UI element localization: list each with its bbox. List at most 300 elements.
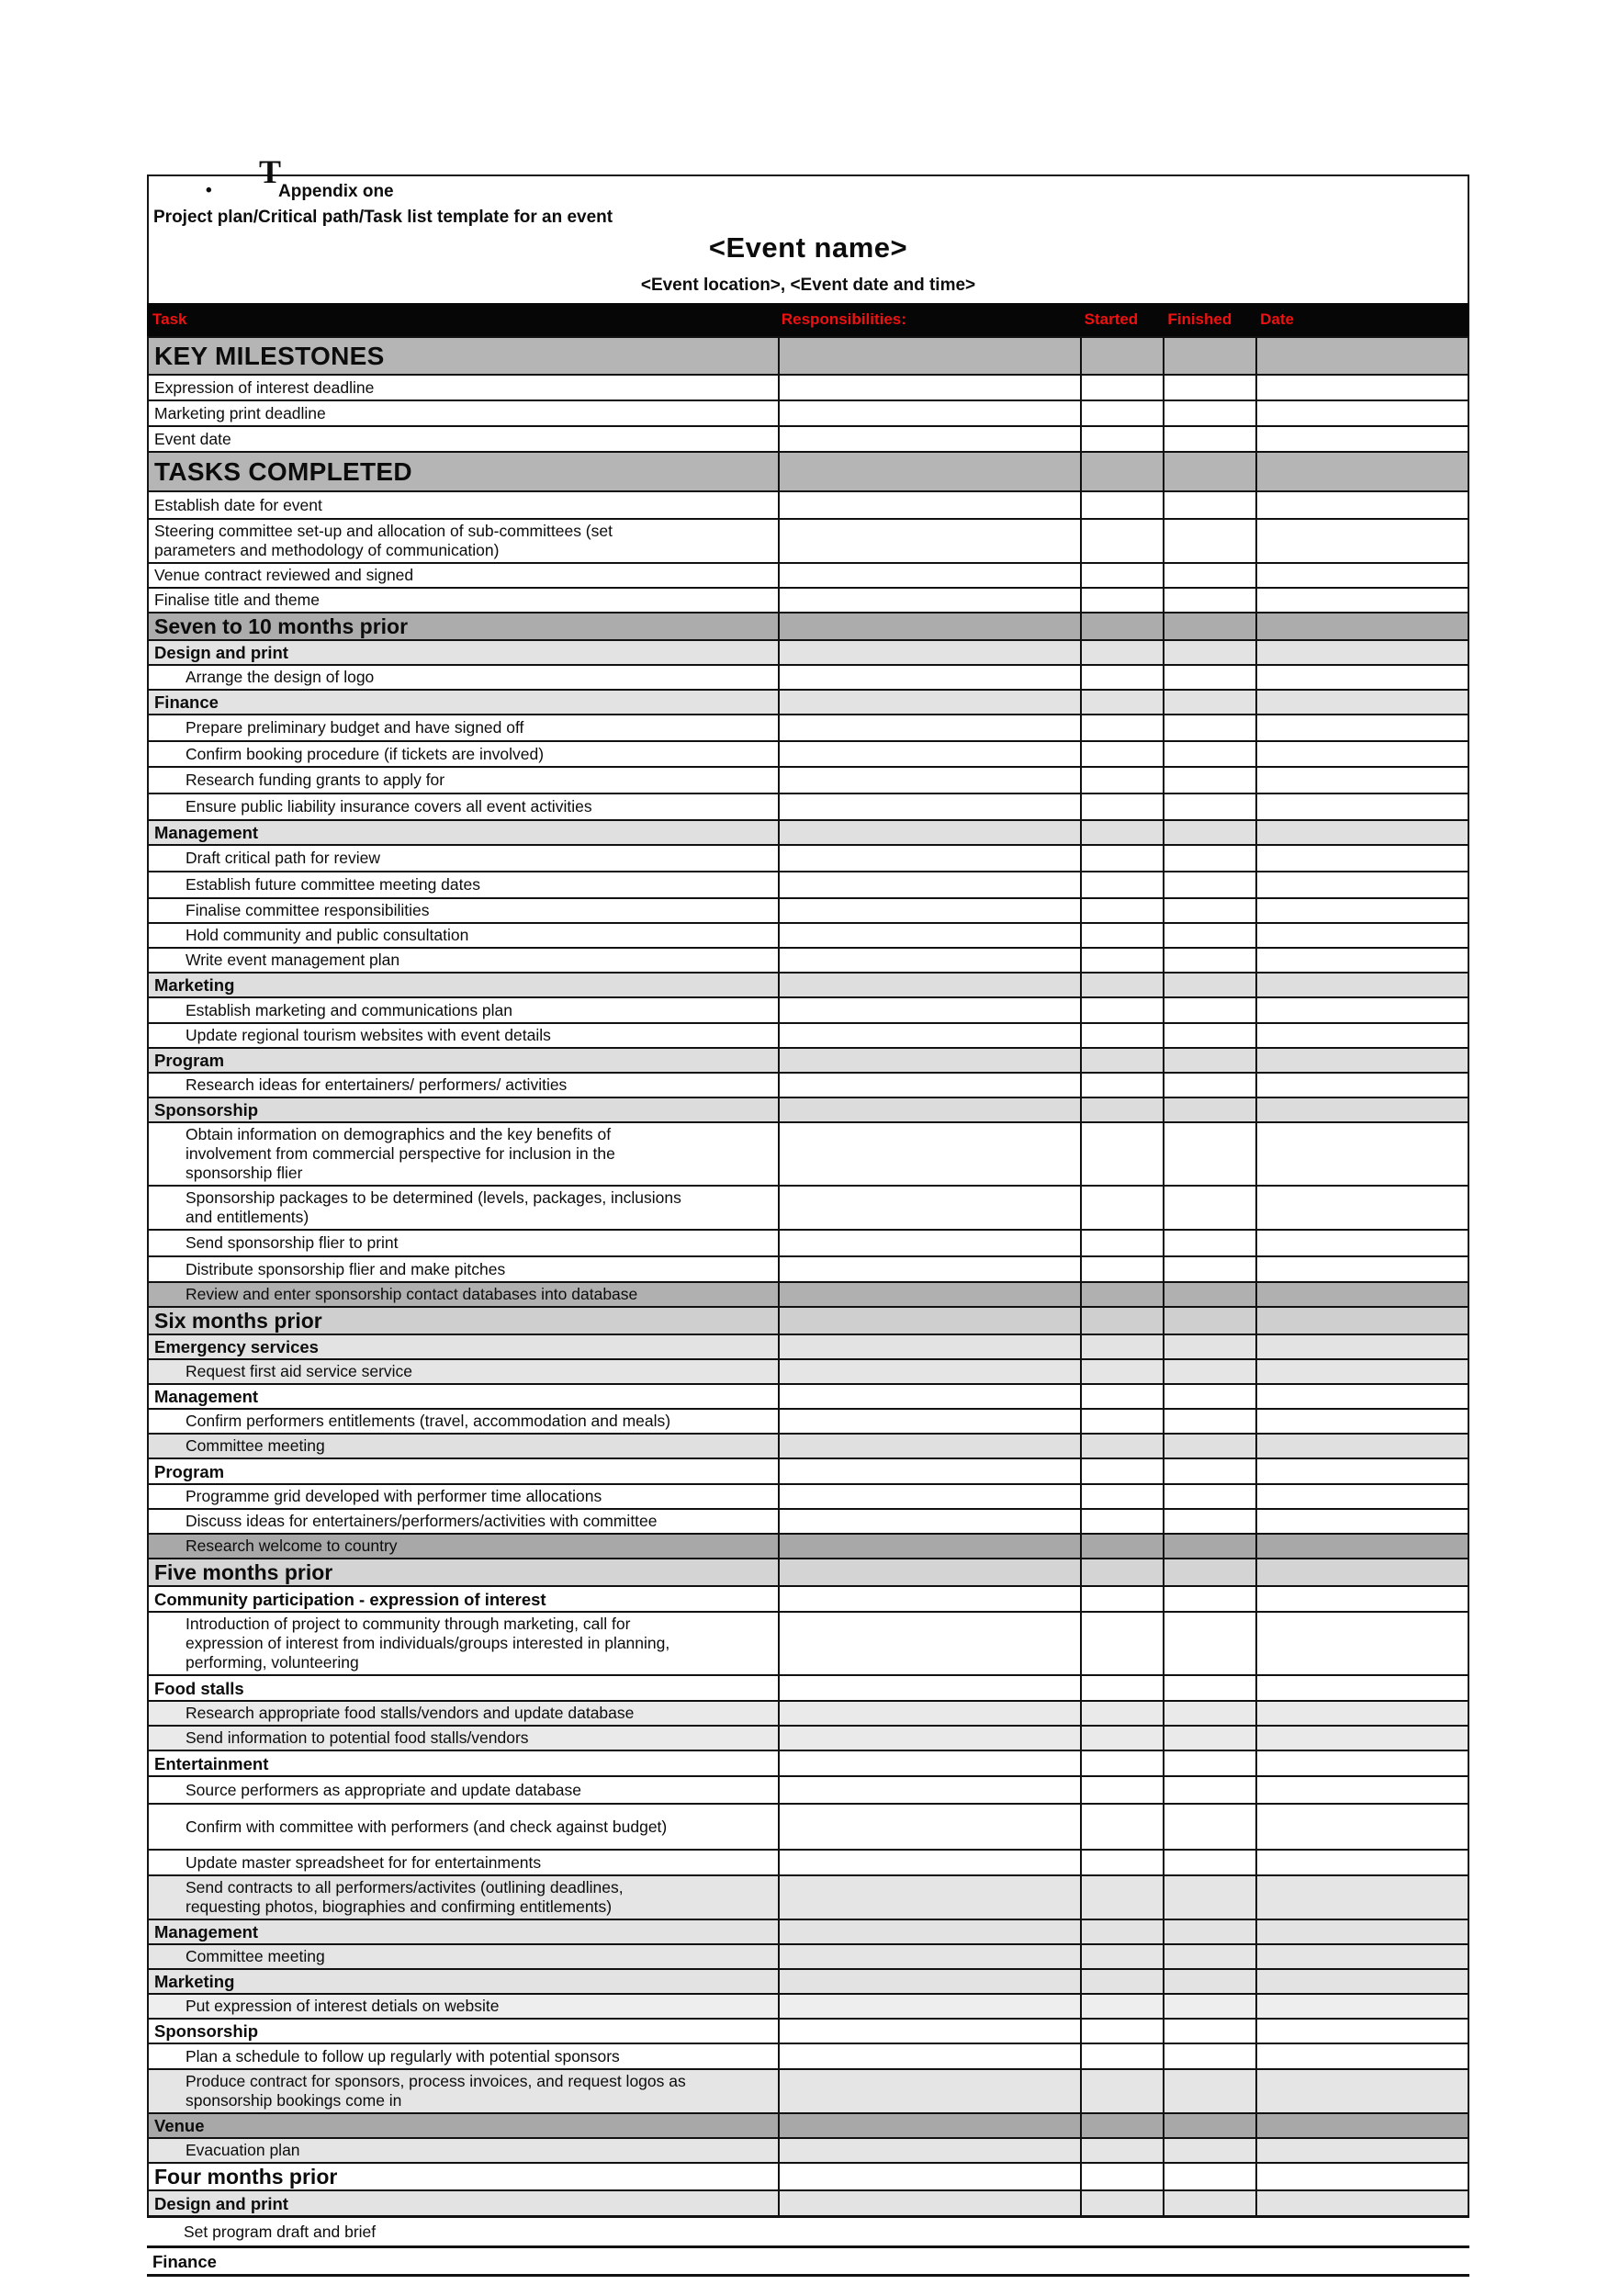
task-cell: Expression of interest deadline xyxy=(154,377,375,397)
started-cell xyxy=(1080,1485,1163,1508)
task-row xyxy=(149,490,1468,518)
footer-row xyxy=(147,2248,1469,2277)
responsibilities-cell xyxy=(778,2044,1080,2068)
finished-cell xyxy=(1163,949,1255,972)
date-cell xyxy=(1255,899,1468,922)
task-cell: Write event management plan xyxy=(186,951,400,969)
started-cell xyxy=(1080,613,1163,639)
subheader-row xyxy=(149,819,1468,844)
document-title: Project plan/Critical path/Task list template for an event xyxy=(153,208,613,227)
finished-cell xyxy=(1163,2191,1255,2215)
date-cell xyxy=(1255,1385,1468,1408)
task-cell: Confirm performers entitlements (travel, accommodation and meals) xyxy=(186,1412,671,1430)
started-cell xyxy=(1080,1702,1163,1725)
responsibilities-cell xyxy=(778,1187,1080,1229)
started-cell xyxy=(1080,1970,1163,1993)
date-cell xyxy=(1255,821,1468,844)
finished-cell xyxy=(1163,1727,1255,1750)
section-row xyxy=(149,451,1468,490)
task-cell: Draft critical path for review xyxy=(186,849,381,867)
responsibilities-cell xyxy=(778,520,1080,562)
date-cell xyxy=(1255,1510,1468,1533)
started-cell xyxy=(1080,1459,1163,1483)
task-row xyxy=(149,1803,1468,1849)
started-cell xyxy=(1080,1535,1163,1558)
task-cell: Steering committee set-up and allocation of sub-committees (set parameters and methodology of communication) xyxy=(154,522,613,559)
task-cell: Venue xyxy=(154,2116,205,2135)
finished-cell xyxy=(1163,1308,1255,1334)
column-header-responsibilities: Responsibilities: xyxy=(781,310,906,328)
task-cell: Plan a schedule to follow up regularly with potential sponsors xyxy=(186,2046,620,2065)
task-row xyxy=(149,1022,1468,1047)
responsibilities-cell xyxy=(778,1335,1080,1358)
started-cell xyxy=(1080,1751,1163,1775)
task-row xyxy=(149,1874,1468,1919)
task-row xyxy=(149,1358,1468,1383)
date-cell xyxy=(1255,520,1468,562)
task-cell: Prepare preliminary budget and have signed off xyxy=(186,718,524,737)
started-cell xyxy=(1080,1098,1163,1121)
task-row xyxy=(149,1611,1468,1674)
task-row xyxy=(149,1508,1468,1533)
started-cell xyxy=(1080,821,1163,844)
started-cell xyxy=(1080,924,1163,947)
finished-cell xyxy=(1163,1510,1255,1533)
task-cell: Review and enter sponsorship contact databases into database xyxy=(186,1285,638,1303)
finished-cell xyxy=(1163,1098,1255,1121)
date-cell xyxy=(1255,1410,1468,1433)
task-row xyxy=(149,1533,1468,1558)
task-row xyxy=(149,1281,1468,1306)
date-cell xyxy=(1255,401,1468,425)
finished-cell xyxy=(1163,1385,1255,1408)
task-cell: Send sponsorship flier to print xyxy=(186,1233,399,1252)
task-cell: Set program draft and brief xyxy=(184,2222,377,2241)
responsibilities-cell xyxy=(778,401,1080,425)
date-cell xyxy=(1255,1945,1468,1968)
finished-cell xyxy=(1163,1485,1255,1508)
task-cell: Sponsorship packages to be determined (levels, packages, inclusions and entitlements) xyxy=(186,1188,681,1226)
date-cell xyxy=(1255,492,1468,518)
date-cell xyxy=(1255,2020,1468,2043)
date-cell xyxy=(1255,1049,1468,1072)
responsibilities-cell xyxy=(778,2114,1080,2137)
started-cell xyxy=(1080,2191,1163,2215)
task-cell: Request first aid service service xyxy=(186,1362,413,1380)
task-cell: Distribute sponsorship flier and make pitches xyxy=(186,1259,506,1278)
responsibilities-cell xyxy=(778,1702,1080,1725)
started-cell xyxy=(1080,1805,1163,1849)
started-cell xyxy=(1080,1257,1163,1281)
finished-cell xyxy=(1163,1410,1255,1433)
finished-cell xyxy=(1163,1945,1255,1968)
finished-cell xyxy=(1163,1876,1255,1919)
task-row xyxy=(149,1229,1468,1255)
date-cell xyxy=(1255,1535,1468,1558)
task-cell: Sponsorship xyxy=(154,1100,259,1120)
task-cell: Evacuation plan xyxy=(186,2141,300,2159)
task-row xyxy=(149,425,1468,451)
task-row xyxy=(149,766,1468,793)
task-cell: Management xyxy=(154,1922,259,1941)
finished-cell xyxy=(1163,924,1255,947)
table-header xyxy=(147,303,1469,336)
task-row xyxy=(149,2068,1468,2112)
responsibilities-cell xyxy=(778,715,1080,740)
date-cell xyxy=(1255,1435,1468,1458)
subheader-row xyxy=(149,2018,1468,2043)
task-row xyxy=(149,844,1468,871)
responsibilities-cell xyxy=(778,2191,1080,2215)
task-cell: Introduction of project to community through marketing, call for expression of interest from individuals/groups interested in planning, performing, volunteering xyxy=(186,1615,670,1671)
finished-cell xyxy=(1163,427,1255,451)
task-cell: Seven to 10 months prior xyxy=(154,613,409,638)
task-cell: Obtain information on demographics and the key benefits of involvement from commercial perspective for inclusion in the sponsorship flier xyxy=(186,1125,615,1182)
started-cell xyxy=(1080,1187,1163,1229)
started-cell xyxy=(1080,1995,1163,2018)
date-cell xyxy=(1255,2164,1468,2189)
date-cell xyxy=(1255,666,1468,689)
responsibilities-cell xyxy=(778,427,1080,451)
finished-cell xyxy=(1163,1777,1255,1803)
date-cell xyxy=(1255,715,1468,740)
responsibilities-cell xyxy=(778,899,1080,922)
subheader-row xyxy=(149,1334,1468,1358)
date-cell xyxy=(1255,2114,1468,2137)
footer-row xyxy=(147,2218,1469,2248)
responsibilities-cell xyxy=(778,1945,1080,1968)
started-cell xyxy=(1080,1024,1163,1047)
started-cell xyxy=(1080,742,1163,766)
appendix-line xyxy=(149,153,1468,207)
task-cell: Update regional tourism websites with event details xyxy=(186,1026,551,1044)
started-cell xyxy=(1080,338,1163,374)
column-header-task: Task xyxy=(152,310,187,328)
task-cell: Confirm with committee with performers (and check against budget) xyxy=(186,1817,668,1836)
task-cell: Program xyxy=(154,1051,225,1070)
finished-cell xyxy=(1163,2020,1255,2043)
started-cell xyxy=(1080,1559,1163,1585)
started-cell xyxy=(1080,1049,1163,1072)
date-cell xyxy=(1255,924,1468,947)
task-cell: Finance xyxy=(152,2251,217,2271)
responsibilities-cell xyxy=(778,1751,1080,1775)
date-cell xyxy=(1255,691,1468,714)
subheader-row xyxy=(149,1750,1468,1775)
section-row xyxy=(149,1558,1468,1585)
started-cell xyxy=(1080,1510,1163,1533)
subheader-row xyxy=(149,1968,1468,1993)
task-row xyxy=(149,562,1468,587)
date-cell xyxy=(1255,1485,1468,1508)
started-cell xyxy=(1080,1410,1163,1433)
date-cell xyxy=(1255,589,1468,612)
responsibilities-cell xyxy=(778,1777,1080,1803)
responsibilities-cell xyxy=(778,1459,1080,1483)
finished-cell xyxy=(1163,641,1255,664)
responsibilities-cell xyxy=(778,1510,1080,1533)
responsibilities-cell xyxy=(778,1231,1080,1255)
task-list-sheet xyxy=(147,153,1469,2277)
task-cell: Confirm booking procedure (if tickets are involved) xyxy=(186,744,545,763)
started-cell xyxy=(1080,899,1163,922)
responsibilities-cell xyxy=(778,613,1080,639)
responsibilities-cell xyxy=(778,742,1080,766)
started-cell xyxy=(1080,715,1163,740)
finished-cell xyxy=(1163,872,1255,897)
finished-cell xyxy=(1163,1024,1255,1047)
started-cell xyxy=(1080,1123,1163,1185)
date-cell xyxy=(1255,1851,1468,1874)
date-cell xyxy=(1255,564,1468,587)
task-row xyxy=(149,1849,1468,1874)
responsibilities-cell xyxy=(778,1283,1080,1306)
task-row xyxy=(149,714,1468,740)
date-cell xyxy=(1255,1257,1468,1281)
date-cell xyxy=(1255,1676,1468,1700)
date-cell xyxy=(1255,2070,1468,2112)
started-cell xyxy=(1080,2164,1163,2189)
task-cell: Establish future committee meeting dates xyxy=(186,875,480,894)
task-cell: Establish marketing and communications plan xyxy=(186,1000,513,1019)
responsibilities-cell xyxy=(778,974,1080,996)
task-row xyxy=(149,897,1468,922)
date-cell xyxy=(1255,1360,1468,1383)
subheader-row xyxy=(149,639,1468,664)
task-cell: Sponsorship xyxy=(154,2021,259,2041)
task-row xyxy=(149,400,1468,425)
finished-cell xyxy=(1163,2044,1255,2068)
section-row xyxy=(149,336,1468,374)
finished-cell xyxy=(1163,1702,1255,1725)
responsibilities-cell xyxy=(778,1587,1080,1611)
finished-cell xyxy=(1163,691,1255,714)
finished-cell xyxy=(1163,998,1255,1022)
finished-cell xyxy=(1163,1920,1255,1943)
date-cell xyxy=(1255,1459,1468,1483)
finished-cell xyxy=(1163,1805,1255,1849)
finished-cell xyxy=(1163,1231,1255,1255)
started-cell xyxy=(1080,1283,1163,1306)
responsibilities-cell xyxy=(778,453,1080,490)
task-cell: Design and print xyxy=(154,2193,288,2213)
started-cell xyxy=(1080,2114,1163,2137)
responsibilities-cell xyxy=(778,666,1080,689)
task-table-footer xyxy=(147,2215,1469,2277)
responsibilities-cell xyxy=(778,1876,1080,1919)
finished-cell xyxy=(1163,2114,1255,2137)
task-row xyxy=(149,374,1468,400)
finished-cell xyxy=(1163,492,1255,518)
responsibilities-cell xyxy=(778,1613,1080,1674)
date-cell xyxy=(1255,1587,1468,1611)
responsibilities-cell xyxy=(778,846,1080,871)
finished-cell xyxy=(1163,1751,1255,1775)
task-cell: Update master spreadsheet for for entertainments xyxy=(186,1852,542,1872)
responsibilities-cell xyxy=(778,949,1080,972)
date-cell xyxy=(1255,1702,1468,1725)
date-cell xyxy=(1255,742,1468,766)
date-cell xyxy=(1255,1231,1468,1255)
subheader-row xyxy=(149,1097,1468,1121)
started-cell xyxy=(1080,1676,1163,1700)
section-row xyxy=(149,2162,1468,2189)
task-table-body xyxy=(147,336,1469,2215)
task-cell: Research ideas for entertainers/ performers/ activities xyxy=(186,1075,568,1094)
date-cell xyxy=(1255,2044,1468,2068)
bullet-marker: • xyxy=(206,181,212,200)
task-cell: Programme grid developed with performer time allocations xyxy=(186,1487,602,1505)
finished-cell xyxy=(1163,2070,1255,2112)
finished-cell xyxy=(1163,1459,1255,1483)
finished-cell xyxy=(1163,2139,1255,2162)
finished-cell xyxy=(1163,1995,1255,2018)
task-cell: Design and print xyxy=(154,643,288,662)
responsibilities-cell xyxy=(778,1098,1080,1121)
finished-cell xyxy=(1163,613,1255,639)
responsibilities-cell xyxy=(778,2070,1080,2112)
task-cell: Food stalls xyxy=(154,1678,244,1698)
task-row xyxy=(149,871,1468,897)
started-cell xyxy=(1080,846,1163,871)
responsibilities-cell xyxy=(778,1920,1080,1943)
task-row xyxy=(149,2043,1468,2068)
finished-cell xyxy=(1163,1283,1255,1306)
task-row xyxy=(149,1700,1468,1725)
date-cell xyxy=(1255,1805,1468,1849)
task-cell: Finalise committee responsibilities xyxy=(186,901,430,919)
finished-cell xyxy=(1163,1587,1255,1611)
started-cell xyxy=(1080,998,1163,1022)
started-cell xyxy=(1080,1876,1163,1919)
finished-cell xyxy=(1163,742,1255,766)
date-cell xyxy=(1255,1335,1468,1358)
started-cell xyxy=(1080,1308,1163,1334)
task-row xyxy=(149,1433,1468,1458)
task-cell: Send information to potential food stalls/vendors xyxy=(186,1728,529,1747)
finished-cell xyxy=(1163,1049,1255,1072)
date-cell xyxy=(1255,1308,1468,1334)
responsibilities-cell xyxy=(778,821,1080,844)
started-cell xyxy=(1080,691,1163,714)
responsibilities-cell xyxy=(778,338,1080,374)
date-cell xyxy=(1255,453,1468,490)
subheader-row xyxy=(149,1919,1468,1943)
task-cell: Put expression of interest detials on website xyxy=(186,1997,500,2015)
subheader-row xyxy=(149,972,1468,996)
responsibilities-cell xyxy=(778,1257,1080,1281)
date-cell xyxy=(1255,1777,1468,1803)
task-cell: Research welcome to country xyxy=(186,1536,398,1555)
task-row xyxy=(149,1121,1468,1185)
responsibilities-cell xyxy=(778,1559,1080,1585)
responsibilities-cell xyxy=(778,794,1080,819)
task-row xyxy=(149,1408,1468,1433)
date-cell xyxy=(1255,2191,1468,2215)
event-details-placeholder: <Event location>, <Event date and time> xyxy=(640,276,976,295)
responsibilities-cell xyxy=(778,1676,1080,1700)
finished-cell xyxy=(1163,899,1255,922)
started-cell xyxy=(1080,1851,1163,1874)
section-row xyxy=(149,1306,1468,1334)
responsibilities-cell xyxy=(778,1970,1080,1993)
date-cell xyxy=(1255,1559,1468,1585)
finished-cell xyxy=(1163,1851,1255,1874)
finished-cell xyxy=(1163,520,1255,562)
task-row xyxy=(149,740,1468,766)
task-cell: Marketing xyxy=(154,975,235,995)
responsibilities-cell xyxy=(778,1851,1080,1874)
finished-cell xyxy=(1163,1535,1255,1558)
started-cell xyxy=(1080,1385,1163,1408)
date-cell xyxy=(1255,1074,1468,1097)
task-row xyxy=(149,664,1468,689)
task-cell: Finance xyxy=(154,692,219,712)
responsibilities-cell xyxy=(778,564,1080,587)
finished-cell xyxy=(1163,974,1255,996)
responsibilities-cell xyxy=(778,1727,1080,1750)
responsibilities-cell xyxy=(778,1074,1080,1097)
responsibilities-cell xyxy=(778,1410,1080,1433)
responsibilities-cell xyxy=(778,2139,1080,2162)
started-cell xyxy=(1080,427,1163,451)
task-cell: Community participation - expression of interest xyxy=(154,1589,546,1609)
column-header-started: Started xyxy=(1084,310,1139,328)
responsibilities-cell xyxy=(778,1485,1080,1508)
finished-cell xyxy=(1163,666,1255,689)
responsibilities-cell xyxy=(778,1308,1080,1334)
responsibilities-cell xyxy=(778,2164,1080,2189)
task-row xyxy=(149,1185,1468,1229)
task-row xyxy=(149,1725,1468,1750)
section-row xyxy=(149,612,1468,639)
task-cell: Establish date for event xyxy=(154,495,322,514)
task-cell: Six months prior xyxy=(154,1308,322,1333)
responsibilities-cell xyxy=(778,1435,1080,1458)
finished-cell xyxy=(1163,453,1255,490)
started-cell xyxy=(1080,1074,1163,1097)
responsibilities-cell xyxy=(778,1049,1080,1072)
started-cell xyxy=(1080,1727,1163,1750)
task-cell: Ensure public liability insurance covers all event activities xyxy=(186,797,592,816)
date-cell xyxy=(1255,1995,1468,2018)
started-cell xyxy=(1080,492,1163,518)
task-row xyxy=(149,922,1468,947)
date-cell xyxy=(1255,427,1468,451)
date-cell xyxy=(1255,376,1468,400)
task-row xyxy=(149,947,1468,972)
finished-cell xyxy=(1163,2164,1255,2189)
started-cell xyxy=(1080,2070,1163,2112)
task-row xyxy=(149,1483,1468,1508)
started-cell xyxy=(1080,768,1163,793)
date-cell xyxy=(1255,613,1468,639)
task-row xyxy=(149,1072,1468,1097)
started-cell xyxy=(1080,1360,1163,1383)
date-cell xyxy=(1255,846,1468,871)
started-cell xyxy=(1080,974,1163,996)
subheader-row xyxy=(149,689,1468,714)
date-cell xyxy=(1255,1876,1468,1919)
started-cell xyxy=(1080,1945,1163,1968)
started-cell xyxy=(1080,1435,1163,1458)
responsibilities-cell xyxy=(778,1123,1080,1185)
date-cell xyxy=(1255,794,1468,819)
date-cell xyxy=(1255,949,1468,972)
task-cell: Hold community and public consultation xyxy=(186,926,469,944)
column-header-finished: Finished xyxy=(1167,310,1232,328)
started-cell xyxy=(1080,2139,1163,2162)
